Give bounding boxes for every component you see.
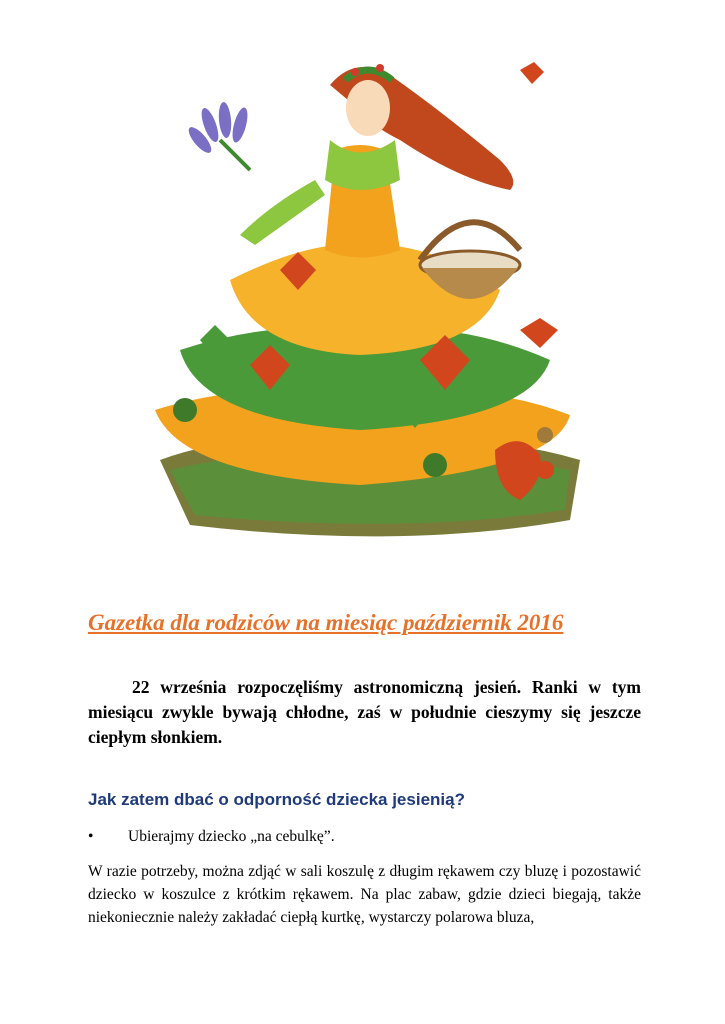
bullet-text: Ubierajmy dziecko „na cebulkę”. xyxy=(128,828,335,845)
bullet-list-item xyxy=(88,828,648,846)
bullet-icon: • xyxy=(88,828,94,845)
intro-text: 22 września rozpoczęliśmy astronomiczną jesień. Ranki w tym miesiącu zwykle bywają chłodne, zaś w południe cieszymy się jeszcze ciepłym słonkiem. xyxy=(88,677,641,747)
gazette-title: Gazetka dla rodziców na miesiąc październik 2016 xyxy=(88,610,564,635)
intro-paragraph xyxy=(88,675,641,750)
autumn-lady-illustration xyxy=(100,30,625,565)
section-subheading: Jak zatem dbać o odporność dziecka jesienią? xyxy=(88,790,465,809)
body-paragraph: W razie potrzeby, można zdjąć w sali koszulę z długim rękawem czy bluzę i pozostawić dziecko w koszulce z krótkim rękawem. Na plac zabaw, gdzie dzieci biegają, także niekoniecznie należy zakładać ciepłą kurtkę, wystarczy polarowa bluza, xyxy=(88,863,641,926)
